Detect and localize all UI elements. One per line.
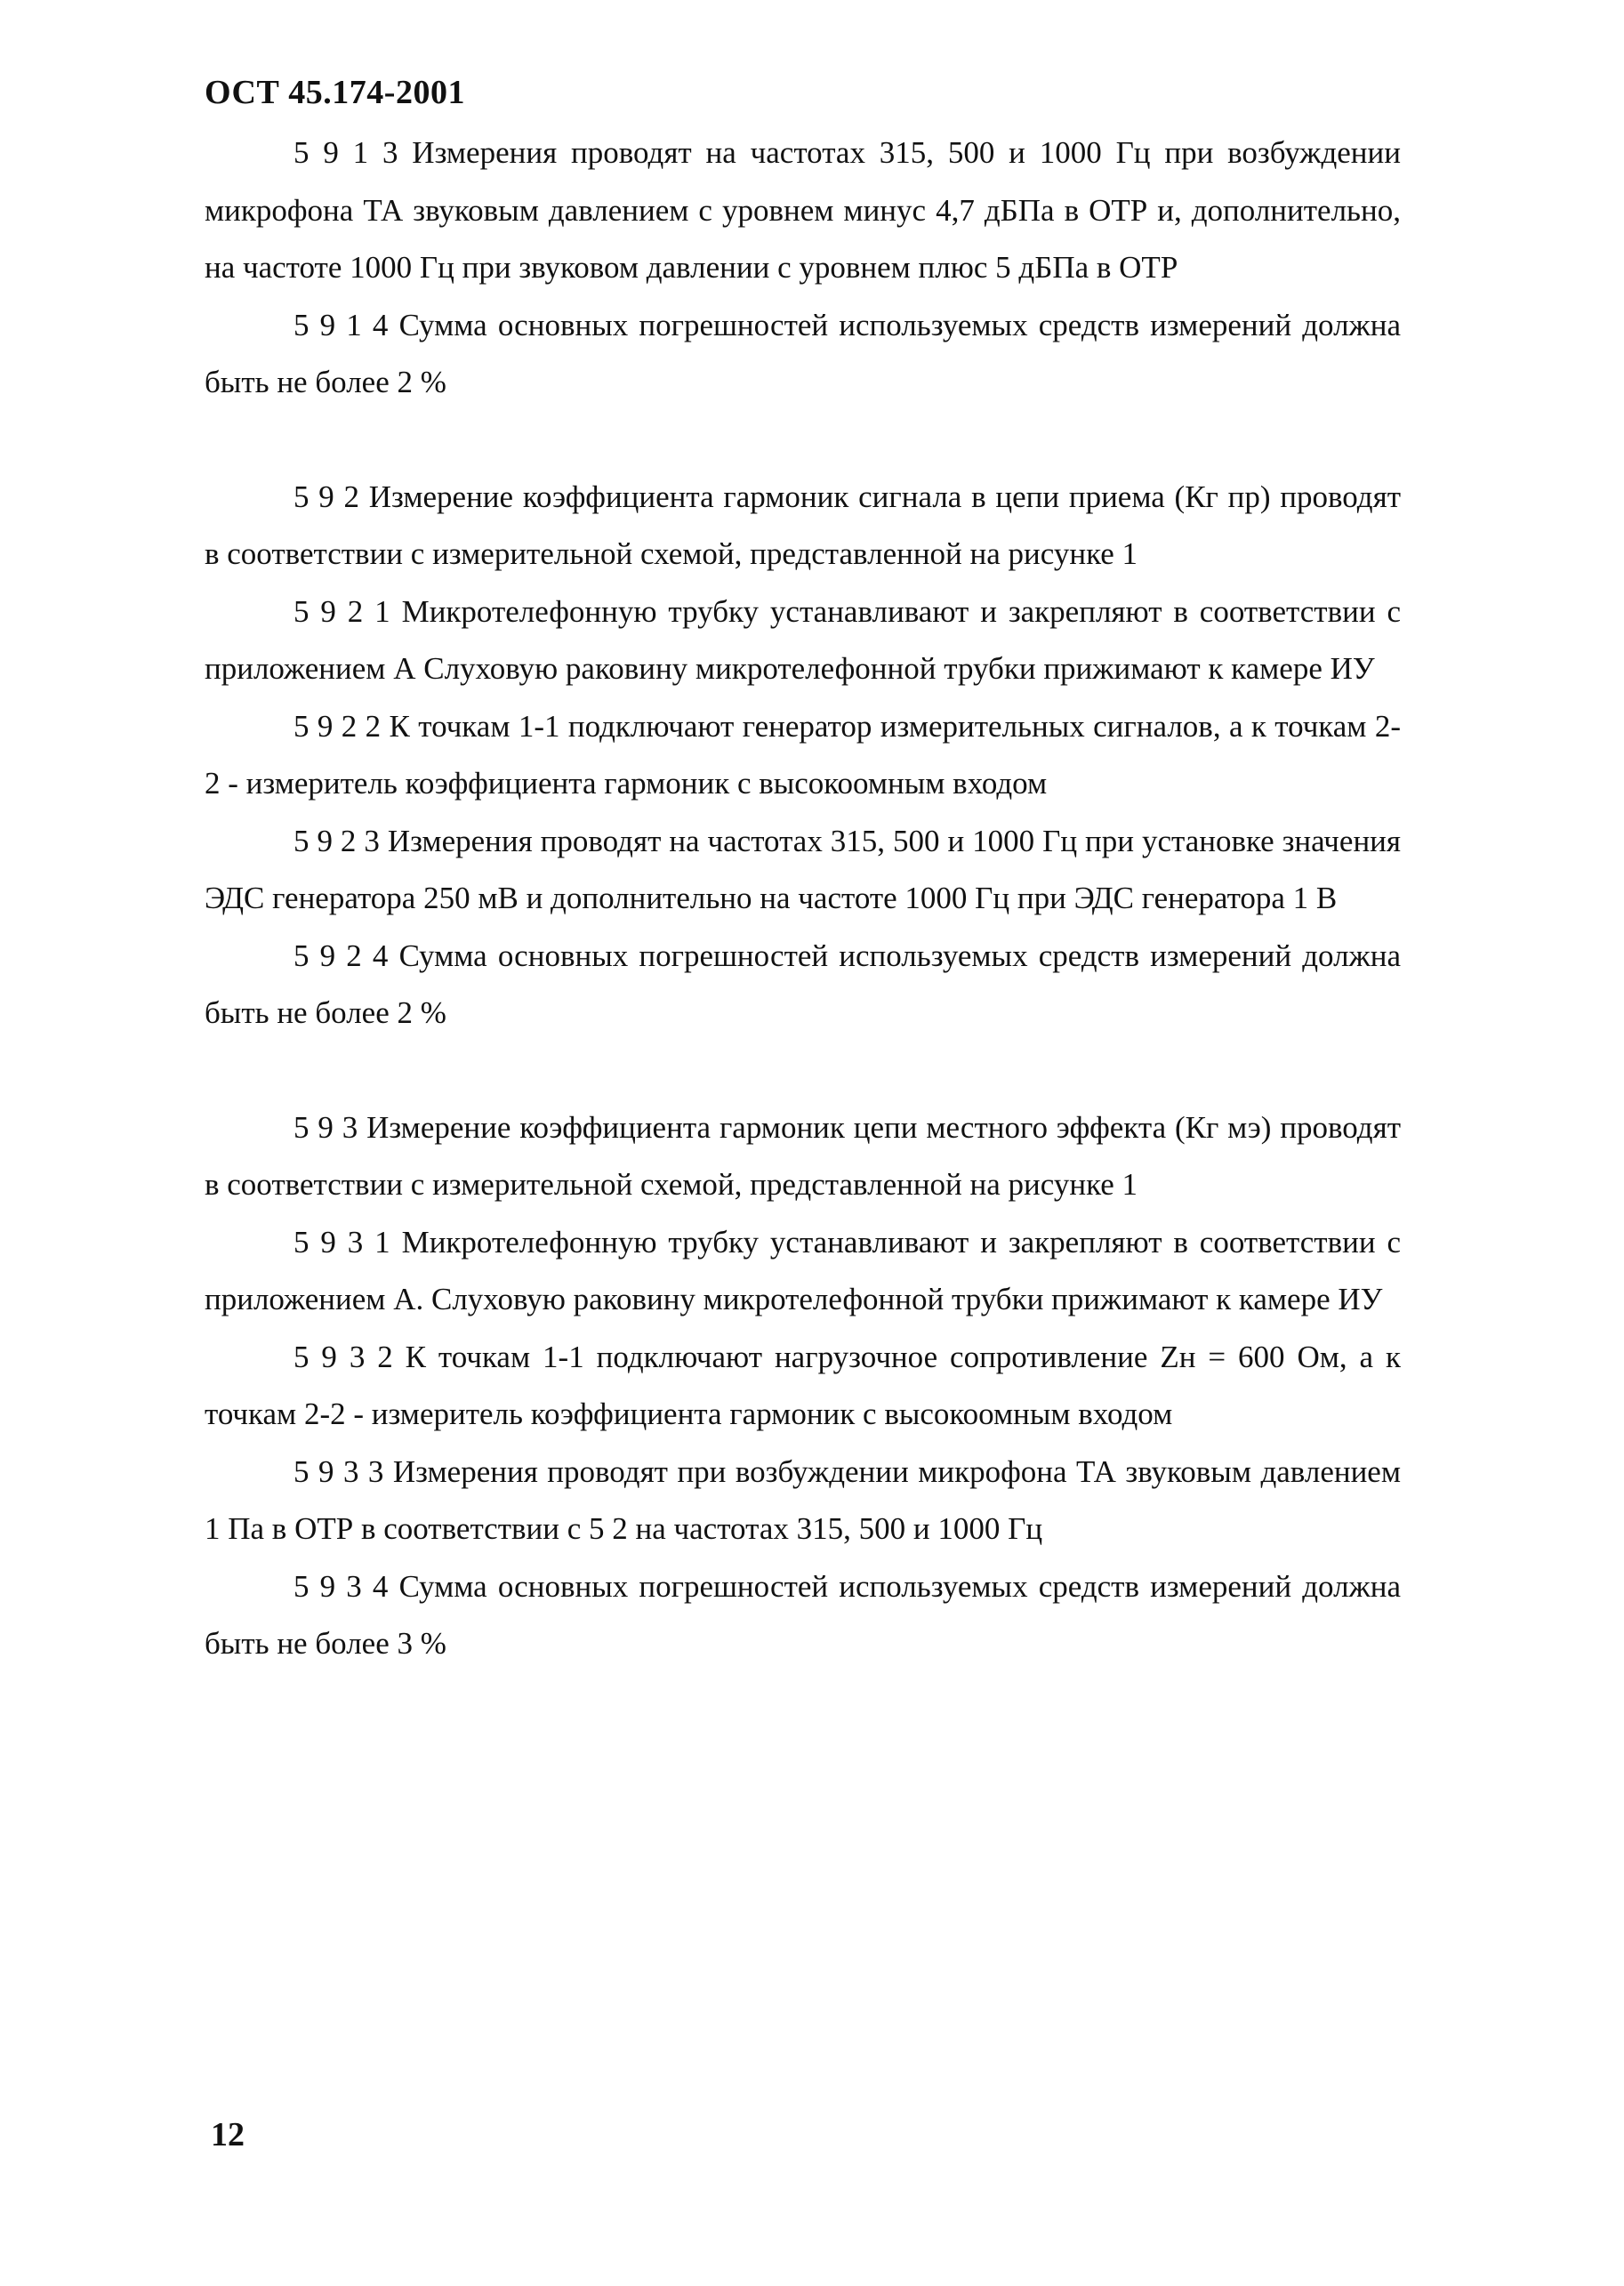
paragraph-5-9-2-2: 5 9 2 2 К точкам 1-1 подключают генератор измерительных сигналов, а к точкам 2-2 - измеритель коэффициента гармоник с высокоомным входом [205,708,1401,801]
paragraph-5-9-3-1: 5 9 3 1 Микротелефонную трубку устанавливают и закрепляют в соответствии с приложением А. Слуховую раковину микротелефонной трубки прижимают к камере ИУ [205,1224,1401,1316]
paragraph-5-9-1-4: 5 9 1 4 Сумма основных погрешностей используемых средств измерений должна быть не более 2 % [205,307,1401,399]
document-body [205,125,1401,1673]
paragraph-5-9-2: 5 9 2 Измерение коэффициента гармоник сигнала в цепи приема (Кг пр) проводят в соответствии с измерительной схемой, представленной на рисунке 1 [205,479,1401,571]
paragraph-5-9-2-4: 5 9 2 4 Сумма основных погрешностей используемых средств измерений должна быть не более 2 % [205,938,1401,1030]
paragraph-5-9-3: 5 9 3 Измерение коэффициента гармоник цепи местного эффекта (Кг мэ) проводят в соответствии с измерительной схемой, представленной на рисунке 1 [205,1109,1401,1202]
paragraph-5-9-2-3: 5 9 2 3 Измерения проводят на частотах 315, 500 и 1000 Гц при установке значения ЭДС генератора 250 мВ и дополнительно на частоте 1000 Гц при ЭДС генератора 1 В [205,823,1401,915]
paragraph-5-9-3-4: 5 9 3 4 Сумма основных погрешностей используемых средств измерений должна быть не более 3 % [205,1568,1401,1661]
paragraph-5-9-2-1: 5 9 2 1 Микротелефонную трубку устанавливают и закрепляют в соответствии с приложением А Слуховую раковину микротелефонной трубки прижимают к камере ИУ [205,593,1401,686]
paragraph-5-9-3-3: 5 9 3 3 Измерения проводят при возбуждении микрофона ТА звуковым давлением 1 Па в ОТР в соответствии с 5 2 на частотах 315, 500 и 1000 Гц [205,1453,1401,1546]
page-number: 12 [211,2116,245,2153]
document-header: ОСТ 45.174-2001 [205,74,465,111]
paragraph-5-9-1-3: 5 9 1 3 Измерения проводят на частотах 315, 500 и 1000 Гц при возбуждении микрофона ТА звуковым давлением с уровнем минус 4,7 дБПа в ОТР и, дополнительно, на частоте 1000 Гц при звуковом давлении с уровнем плюс 5 дБПа в ОТР [205,135,1401,285]
paragraph-5-9-3-2: 5 9 3 2 К точкам 1-1 подключают нагрузочное сопротивление Zн = 600 Ом, а к точкам 2-2 - измеритель коэффициента гармоник с высокоомным входом [205,1339,1401,1431]
